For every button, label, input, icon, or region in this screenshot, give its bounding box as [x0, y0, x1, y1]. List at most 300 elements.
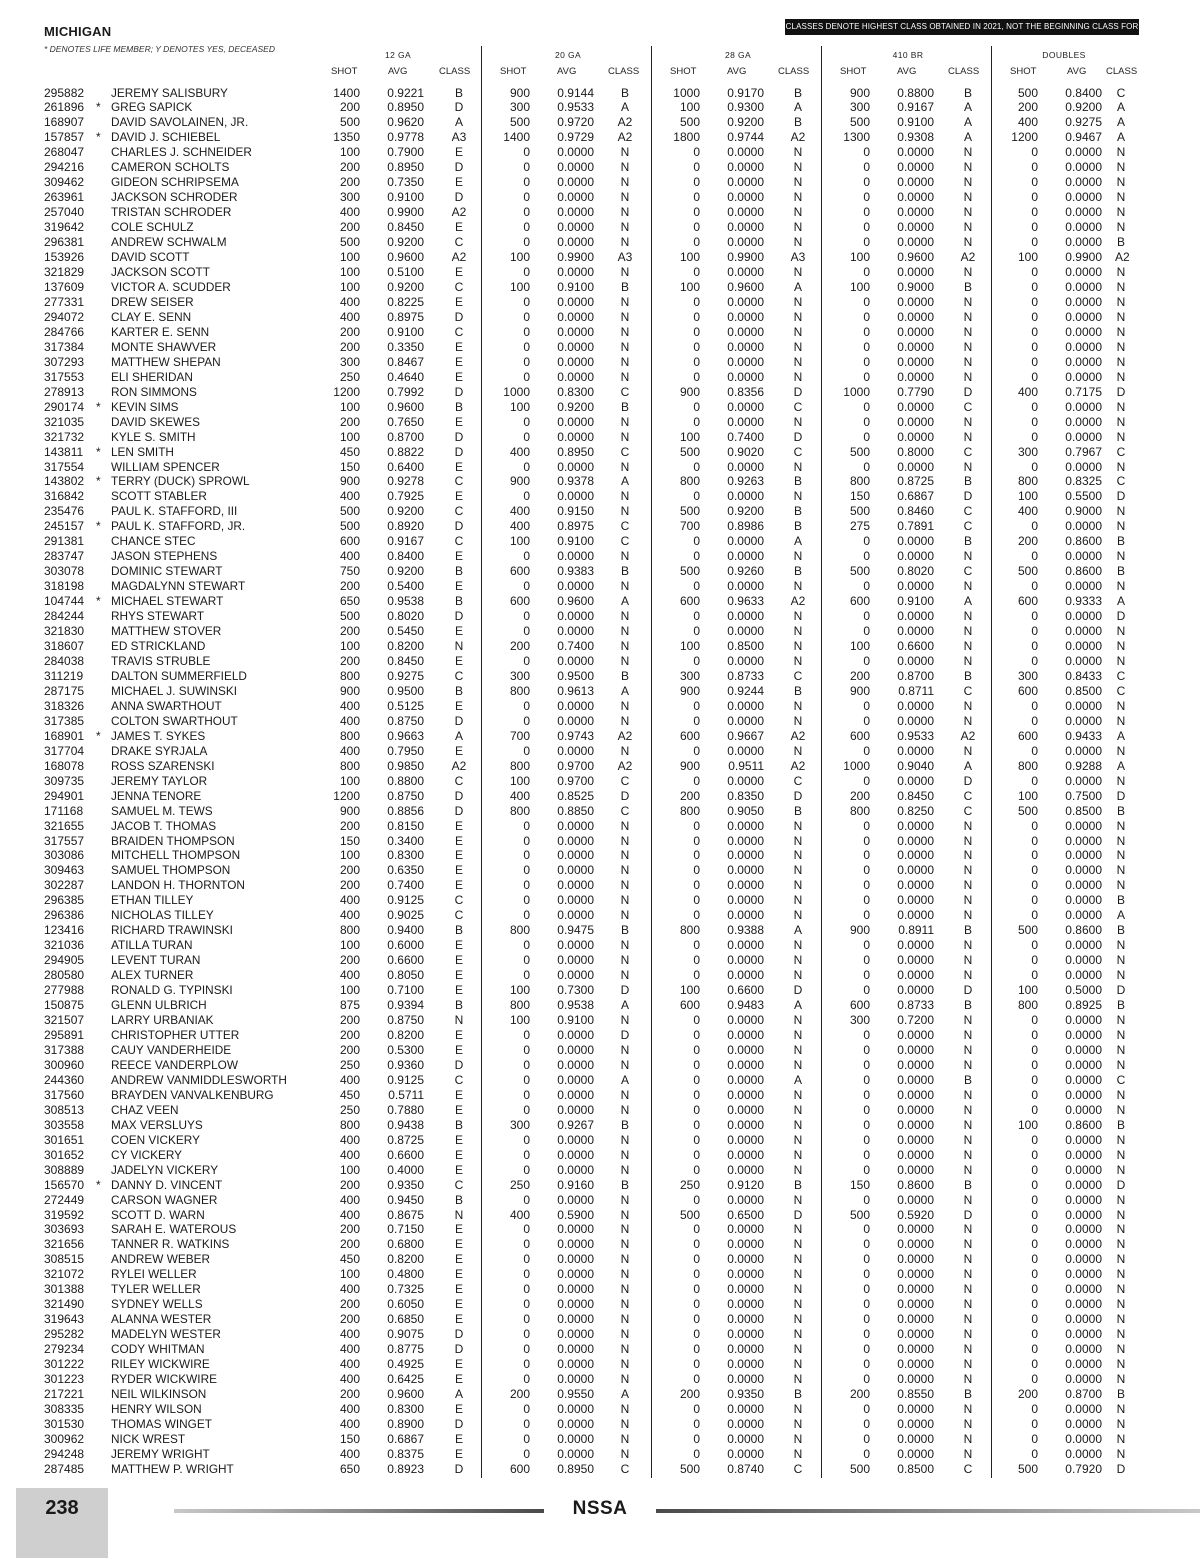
class-doubles: N [1116, 1102, 1126, 1117]
avg-28ga: 0.9020 [727, 444, 764, 459]
shot-20ga: 0 [523, 624, 530, 639]
avg-12ga: 0.9125 [387, 1072, 424, 1087]
avg-12ga: 0.6050 [387, 1297, 424, 1312]
avg-doubles: 0.7175 [1065, 384, 1102, 399]
avg-20ga: 0.0000 [557, 848, 594, 863]
member-id: 308513 [44, 1102, 85, 1117]
shot-doubles: 0 [1031, 1177, 1038, 1192]
shot-410br: 900 [849, 85, 870, 100]
member-name: KYLE S. SMITH [111, 429, 196, 444]
class-410br: N [963, 1027, 973, 1042]
shot-20ga: 0 [523, 938, 530, 953]
shot-410br: 0 [863, 1162, 870, 1177]
shot-20ga: 0 [523, 175, 530, 190]
class-doubles: N [1116, 369, 1126, 384]
shot-410br: 0 [863, 609, 870, 624]
class-28ga: B [793, 1177, 802, 1192]
avg-410br: 0.0000 [897, 1057, 934, 1072]
class-28ga: N [793, 863, 803, 878]
member-name: CHARLES J. SCHNEIDER [111, 145, 252, 160]
table-row [0, 848, 1200, 863]
avg-doubles: 0.0000 [1065, 1431, 1102, 1446]
shot-doubles: 0 [1031, 609, 1038, 624]
shot-410br: 600 [849, 998, 870, 1013]
class-20ga: N [620, 175, 630, 190]
shot-doubles: 500 [1017, 1461, 1038, 1476]
shot-doubles: 0 [1031, 938, 1038, 953]
avg-20ga: 0.0000 [557, 205, 594, 220]
class-12ga: E [454, 1312, 463, 1327]
class-12ga: D [454, 1416, 464, 1431]
shot-doubles: 0 [1031, 653, 1038, 668]
member-name: RYDER WICKWIRE [111, 1372, 217, 1387]
table-row [0, 744, 1200, 759]
avg-410br: 0.0000 [897, 1237, 934, 1252]
avg-410br: 0.0000 [897, 1072, 934, 1087]
avg-12ga: 0.7400 [387, 878, 424, 893]
shot-20ga: 0 [523, 459, 530, 474]
shot-410br: 0 [863, 893, 870, 908]
shot-12ga: 150 [339, 1431, 360, 1446]
avg-12ga: 0.9200 [387, 504, 424, 519]
class-doubles: N [1116, 639, 1126, 654]
avg-28ga: 0.8733 [727, 668, 764, 683]
shot-12ga: 100 [339, 265, 360, 280]
class-20ga: B [620, 923, 629, 938]
table-row [0, 1208, 1200, 1223]
class-20ga: N [620, 549, 630, 564]
avg-12ga: 0.5711 [388, 1087, 424, 1102]
shot-12ga: 650 [339, 594, 360, 609]
shot-doubles: 0 [1031, 354, 1038, 369]
avg-20ga: 0.9743 [557, 728, 594, 743]
table-row [0, 325, 1200, 340]
shot-410br: 0 [863, 863, 870, 878]
class-28ga: N [793, 265, 803, 280]
shot-doubles: 200 [1017, 1387, 1038, 1402]
class-410br: B [963, 534, 972, 549]
shot-20ga: 700 [509, 728, 530, 743]
shot-20ga: 0 [523, 190, 530, 205]
class-410br: N [963, 1372, 973, 1387]
class-20ga: N [620, 459, 630, 474]
class-12ga: E [454, 624, 463, 639]
shot-28ga: 0 [693, 414, 700, 429]
avg-12ga: 0.7350 [387, 175, 424, 190]
shot-410br: 0 [863, 1192, 870, 1207]
class-doubles: B [1116, 235, 1125, 250]
shot-12ga: 100 [339, 983, 360, 998]
avg-doubles: 0.7967 [1065, 444, 1102, 459]
shot-12ga: 200 [339, 579, 360, 594]
shot-28ga: 200 [679, 788, 700, 803]
class-12ga: C [454, 908, 464, 923]
avg-doubles: 0.5500 [1065, 489, 1102, 504]
table-row [0, 1028, 1200, 1043]
class-12ga: E [454, 1132, 463, 1147]
table-row [0, 714, 1200, 729]
class-doubles: D [1116, 609, 1126, 624]
class-12ga: D [454, 160, 464, 175]
avg-28ga: 0.9260 [727, 564, 764, 579]
shot-28ga: 0 [693, 1297, 700, 1312]
member-name: ALEX TURNER [111, 968, 194, 983]
class-doubles: D [1116, 788, 1126, 803]
class-12ga: D [454, 190, 464, 205]
class-12ga: E [454, 743, 463, 758]
shot-410br: 0 [863, 1087, 870, 1102]
avg-12ga: 0.7650 [387, 414, 424, 429]
class-12ga: E [454, 983, 463, 998]
avg-doubles: 0.0000 [1065, 1312, 1102, 1327]
avg-doubles: 0.0000 [1065, 833, 1102, 848]
member-name: MAX VERSLUYS [111, 1117, 203, 1132]
shot-doubles: 300 [1017, 444, 1038, 459]
shot-20ga: 0 [523, 1072, 530, 1087]
member-name: CLAY E. SENN [111, 309, 192, 324]
shot-doubles: 0 [1031, 848, 1038, 863]
avg-12ga: 0.7100 [387, 983, 424, 998]
avg-20ga: 0.9383 [557, 564, 594, 579]
class-410br: N [963, 609, 973, 624]
table-row [0, 220, 1200, 235]
member-id: 319643 [44, 1312, 85, 1327]
avg-28ga: 0.0000 [727, 489, 764, 504]
avg-12ga: 0.4000 [387, 1162, 424, 1177]
class-12ga: B [454, 683, 463, 698]
shot-20ga: 0 [523, 414, 530, 429]
member-name: MICHAEL STEWART [111, 594, 224, 609]
member-id: 284244 [44, 609, 85, 624]
shot-12ga: 400 [339, 1132, 360, 1147]
class-28ga: N [793, 848, 803, 863]
shot-410br: 1300 [843, 130, 870, 145]
shot-410br: 0 [863, 160, 870, 175]
avg-20ga: 0.0000 [557, 190, 594, 205]
avg-20ga: 0.9550 [557, 1387, 594, 1402]
class-doubles: N [1116, 1147, 1126, 1162]
avg-12ga: 0.9278 [387, 474, 424, 489]
shot-20ga: 0 [523, 1162, 530, 1177]
class-20ga: N [620, 938, 630, 953]
shot-20ga: 900 [509, 474, 530, 489]
avg-doubles: 0.0000 [1065, 713, 1102, 728]
member-name: ANDREW WEBER [111, 1252, 210, 1267]
class-doubles: N [1116, 1372, 1126, 1387]
avg-28ga: 0.9200 [727, 504, 764, 519]
shot-28ga: 0 [693, 1013, 700, 1028]
class-28ga: N [793, 908, 803, 923]
page-number: 238 [45, 1497, 79, 1519]
class-20ga: N [620, 190, 630, 205]
class-doubles: B [1116, 998, 1125, 1013]
avg-28ga: 0.0000 [727, 1027, 764, 1042]
avg-28ga: 0.6600 [727, 983, 764, 998]
member-id: 104744 [44, 594, 85, 609]
shot-20ga: 0 [523, 1327, 530, 1342]
class-28ga: A2 [790, 728, 806, 743]
class-doubles: B [1116, 1387, 1125, 1402]
avg-20ga: 0.0000 [557, 1252, 594, 1267]
class-20ga: N [620, 1252, 630, 1267]
avg-doubles: 0.5000 [1065, 983, 1102, 998]
table-row [0, 519, 1200, 534]
shot-20ga: 800 [509, 923, 530, 938]
shot-28ga: 0 [693, 399, 700, 414]
shot-doubles: 0 [1031, 399, 1038, 414]
member-name: COLTON SWARTHOUT [111, 713, 238, 728]
avg-12ga: 0.9100 [387, 324, 424, 339]
table-row [0, 250, 1200, 265]
table-row [0, 1043, 1200, 1058]
shot-12ga: 650 [339, 1461, 360, 1476]
avg-410br: 0.7891 [897, 519, 934, 534]
shot-doubles: 0 [1031, 549, 1038, 564]
class-12ga: E [454, 1087, 463, 1102]
class-410br: N [963, 145, 973, 160]
avg-28ga: 0.0000 [727, 1267, 764, 1282]
class-doubles: N [1116, 1207, 1126, 1222]
class-20ga: B [620, 668, 629, 683]
class-410br: N [963, 1042, 973, 1057]
class-doubles: N [1116, 324, 1126, 339]
member-id: 123416 [44, 923, 85, 938]
shot-12ga: 400 [339, 698, 360, 713]
avg-20ga: 0.0000 [557, 743, 594, 758]
shot-20ga: 0 [523, 1372, 530, 1387]
avg-12ga: 0.5100 [387, 265, 424, 280]
class-28ga: B [793, 519, 802, 534]
class-410br: N [963, 1431, 973, 1446]
class-doubles: N [1116, 414, 1126, 429]
shot-12ga: 200 [339, 1222, 360, 1237]
avg-410br: 0.8711 [898, 683, 934, 698]
shot-12ga: 1400 [333, 85, 360, 100]
class-12ga: E [454, 833, 463, 848]
class-28ga: N [793, 489, 803, 504]
avg-28ga: 0.9600 [727, 279, 764, 294]
member-id: 318326 [44, 698, 85, 713]
avg-20ga: 0.9538 [557, 998, 594, 1013]
class-20ga: D [620, 983, 630, 998]
class-doubles: B [1116, 923, 1125, 938]
class-20ga: N [620, 698, 630, 713]
shot-doubles: 0 [1031, 1431, 1038, 1446]
brand-logo: NSSA [572, 1498, 628, 1519]
avg-20ga: 0.9100 [557, 534, 594, 549]
shot-20ga: 400 [509, 1207, 530, 1222]
avg-12ga: 0.8800 [387, 773, 424, 788]
member-id: 317384 [44, 339, 85, 354]
shot-doubles: 0 [1031, 833, 1038, 848]
avg-12ga: 0.9075 [387, 1327, 424, 1342]
avg-12ga: 0.5450 [387, 624, 424, 639]
member-name: LEVENT TURAN [111, 953, 201, 968]
avg-doubles: 0.0000 [1065, 818, 1102, 833]
shot-410br: 0 [863, 1342, 870, 1357]
class-28ga: N [793, 549, 803, 564]
class-12ga: E [454, 1357, 463, 1372]
shot-410br: 0 [863, 1282, 870, 1297]
avg-410br: 0.9100 [897, 594, 934, 609]
shot-28ga: 0 [693, 1192, 700, 1207]
table-row [0, 594, 1200, 609]
class-410br: N [963, 354, 973, 369]
class-20ga: D [620, 788, 630, 803]
avg-doubles: 0.0000 [1065, 324, 1102, 339]
sub-header-class: CLASS [439, 66, 471, 77]
shot-410br: 300 [849, 100, 870, 115]
member-id: 244360 [44, 1072, 85, 1087]
shot-28ga: 600 [679, 998, 700, 1013]
shot-28ga: 0 [693, 893, 700, 908]
class-doubles: N [1116, 339, 1126, 354]
avg-20ga: 0.8850 [557, 803, 594, 818]
class-28ga: B [793, 474, 802, 489]
class-12ga: E [454, 863, 463, 878]
class-12ga: C [454, 324, 464, 339]
avg-20ga: 0.0000 [557, 968, 594, 983]
shot-28ga: 200 [679, 1387, 700, 1402]
avg-12ga: 0.8300 [387, 848, 424, 863]
shot-12ga: 400 [339, 743, 360, 758]
class-12ga: C [454, 279, 464, 294]
avg-20ga: 0.9100 [557, 1013, 594, 1028]
shot-410br: 900 [849, 923, 870, 938]
avg-28ga: 0.8500 [727, 639, 764, 654]
avg-12ga: 0.9400 [387, 923, 424, 938]
shot-28ga: 0 [693, 1117, 700, 1132]
avg-410br: 0.0000 [897, 459, 934, 474]
class-410br: N [963, 653, 973, 668]
class-12ga: E [454, 579, 463, 594]
class-doubles: N [1116, 653, 1126, 668]
class-20ga: N [620, 833, 630, 848]
class-12ga: D [454, 1342, 464, 1357]
shot-410br: 0 [863, 429, 870, 444]
shot-28ga: 900 [679, 384, 700, 399]
class-20ga: N [620, 609, 630, 624]
class-28ga: N [793, 653, 803, 668]
shot-28ga: 500 [679, 504, 700, 519]
avg-20ga: 0.9378 [557, 474, 594, 489]
shot-28ga: 800 [679, 803, 700, 818]
shot-410br: 0 [863, 653, 870, 668]
shot-12ga: 600 [339, 534, 360, 549]
shot-20ga: 800 [509, 683, 530, 698]
avg-20ga: 0.0000 [557, 339, 594, 354]
avg-28ga: 0.0000 [727, 1357, 764, 1372]
avg-28ga: 0.0000 [727, 1162, 764, 1177]
avg-410br: 0.8733 [897, 998, 934, 1013]
avg-12ga: 0.9394 [387, 998, 424, 1013]
class-12ga: B [454, 594, 463, 609]
avg-20ga: 0.0000 [557, 818, 594, 833]
shot-doubles: 200 [1017, 100, 1038, 115]
table-row [0, 1372, 1200, 1387]
avg-28ga: 0.8740 [727, 1461, 764, 1476]
class-410br: N [963, 1147, 973, 1162]
table-row [0, 1357, 1200, 1372]
member-id: 291381 [44, 534, 85, 549]
class-doubles: N [1116, 1267, 1126, 1282]
shot-12ga: 100 [339, 773, 360, 788]
table-row [0, 1148, 1200, 1163]
shot-28ga: 100 [679, 429, 700, 444]
class-28ga: N [793, 309, 803, 324]
shot-20ga: 0 [523, 878, 530, 893]
table-row [0, 1402, 1200, 1417]
shot-doubles: 0 [1031, 1042, 1038, 1057]
avg-20ga: 0.9267 [557, 1117, 594, 1132]
avg-20ga: 0.8525 [557, 788, 594, 803]
shot-doubles: 500 [1017, 923, 1038, 938]
table-row [0, 1342, 1200, 1357]
class-20ga: A [620, 683, 629, 698]
member-id: 301651 [44, 1132, 85, 1147]
shot-doubles: 100 [1017, 250, 1038, 265]
shot-20ga: 0 [523, 833, 530, 848]
class-20ga: B [620, 1177, 629, 1192]
member-id: 261896 [44, 100, 85, 115]
shot-doubles: 400 [1017, 384, 1038, 399]
shot-doubles: 0 [1031, 1132, 1038, 1147]
shot-doubles: 0 [1031, 1102, 1038, 1117]
class-28ga: N [793, 833, 803, 848]
shot-doubles: 0 [1031, 309, 1038, 324]
member-id: 319642 [44, 220, 85, 235]
class-12ga: E [454, 489, 463, 504]
shot-28ga: 0 [693, 534, 700, 549]
class-28ga: N [793, 609, 803, 624]
avg-410br: 0.0000 [897, 818, 934, 833]
class-doubles: D [1116, 1177, 1126, 1192]
shot-doubles: 100 [1017, 788, 1038, 803]
class-410br: N [963, 324, 973, 339]
member-name: ETHAN TILLEY [111, 893, 194, 908]
class-410br: B [963, 1387, 972, 1402]
class-410br: D [963, 773, 973, 788]
shot-20ga: 0 [523, 609, 530, 624]
shot-20ga: 0 [523, 1267, 530, 1282]
shot-20ga: 0 [523, 1431, 530, 1446]
shot-28ga: 0 [693, 339, 700, 354]
shot-410br: 0 [863, 205, 870, 220]
member-name: DOMINIC STEWART [111, 564, 223, 579]
member-name: GREG SAPICK [111, 100, 193, 115]
shot-doubles: 500 [1017, 85, 1038, 100]
shot-12ga: 1350 [333, 130, 360, 145]
shot-doubles: 0 [1031, 953, 1038, 968]
table-row [0, 893, 1200, 908]
class-20ga: B [620, 564, 629, 579]
shot-doubles: 0 [1031, 639, 1038, 654]
class-12ga: E [454, 265, 463, 280]
avg-410br: 0.0000 [897, 160, 934, 175]
class-28ga: N [793, 1431, 803, 1446]
shot-12ga: 200 [339, 1042, 360, 1057]
shot-12ga: 100 [339, 1162, 360, 1177]
class-410br: N [963, 908, 973, 923]
table-row [0, 1327, 1200, 1342]
sub-header-avg: AVG [897, 66, 917, 77]
shot-410br: 0 [863, 220, 870, 235]
table-row [0, 190, 1200, 205]
shot-doubles: 300 [1017, 668, 1038, 683]
class-410br: C [963, 519, 973, 534]
avg-20ga: 0.9144 [557, 85, 594, 100]
class-doubles: N [1116, 1416, 1126, 1431]
